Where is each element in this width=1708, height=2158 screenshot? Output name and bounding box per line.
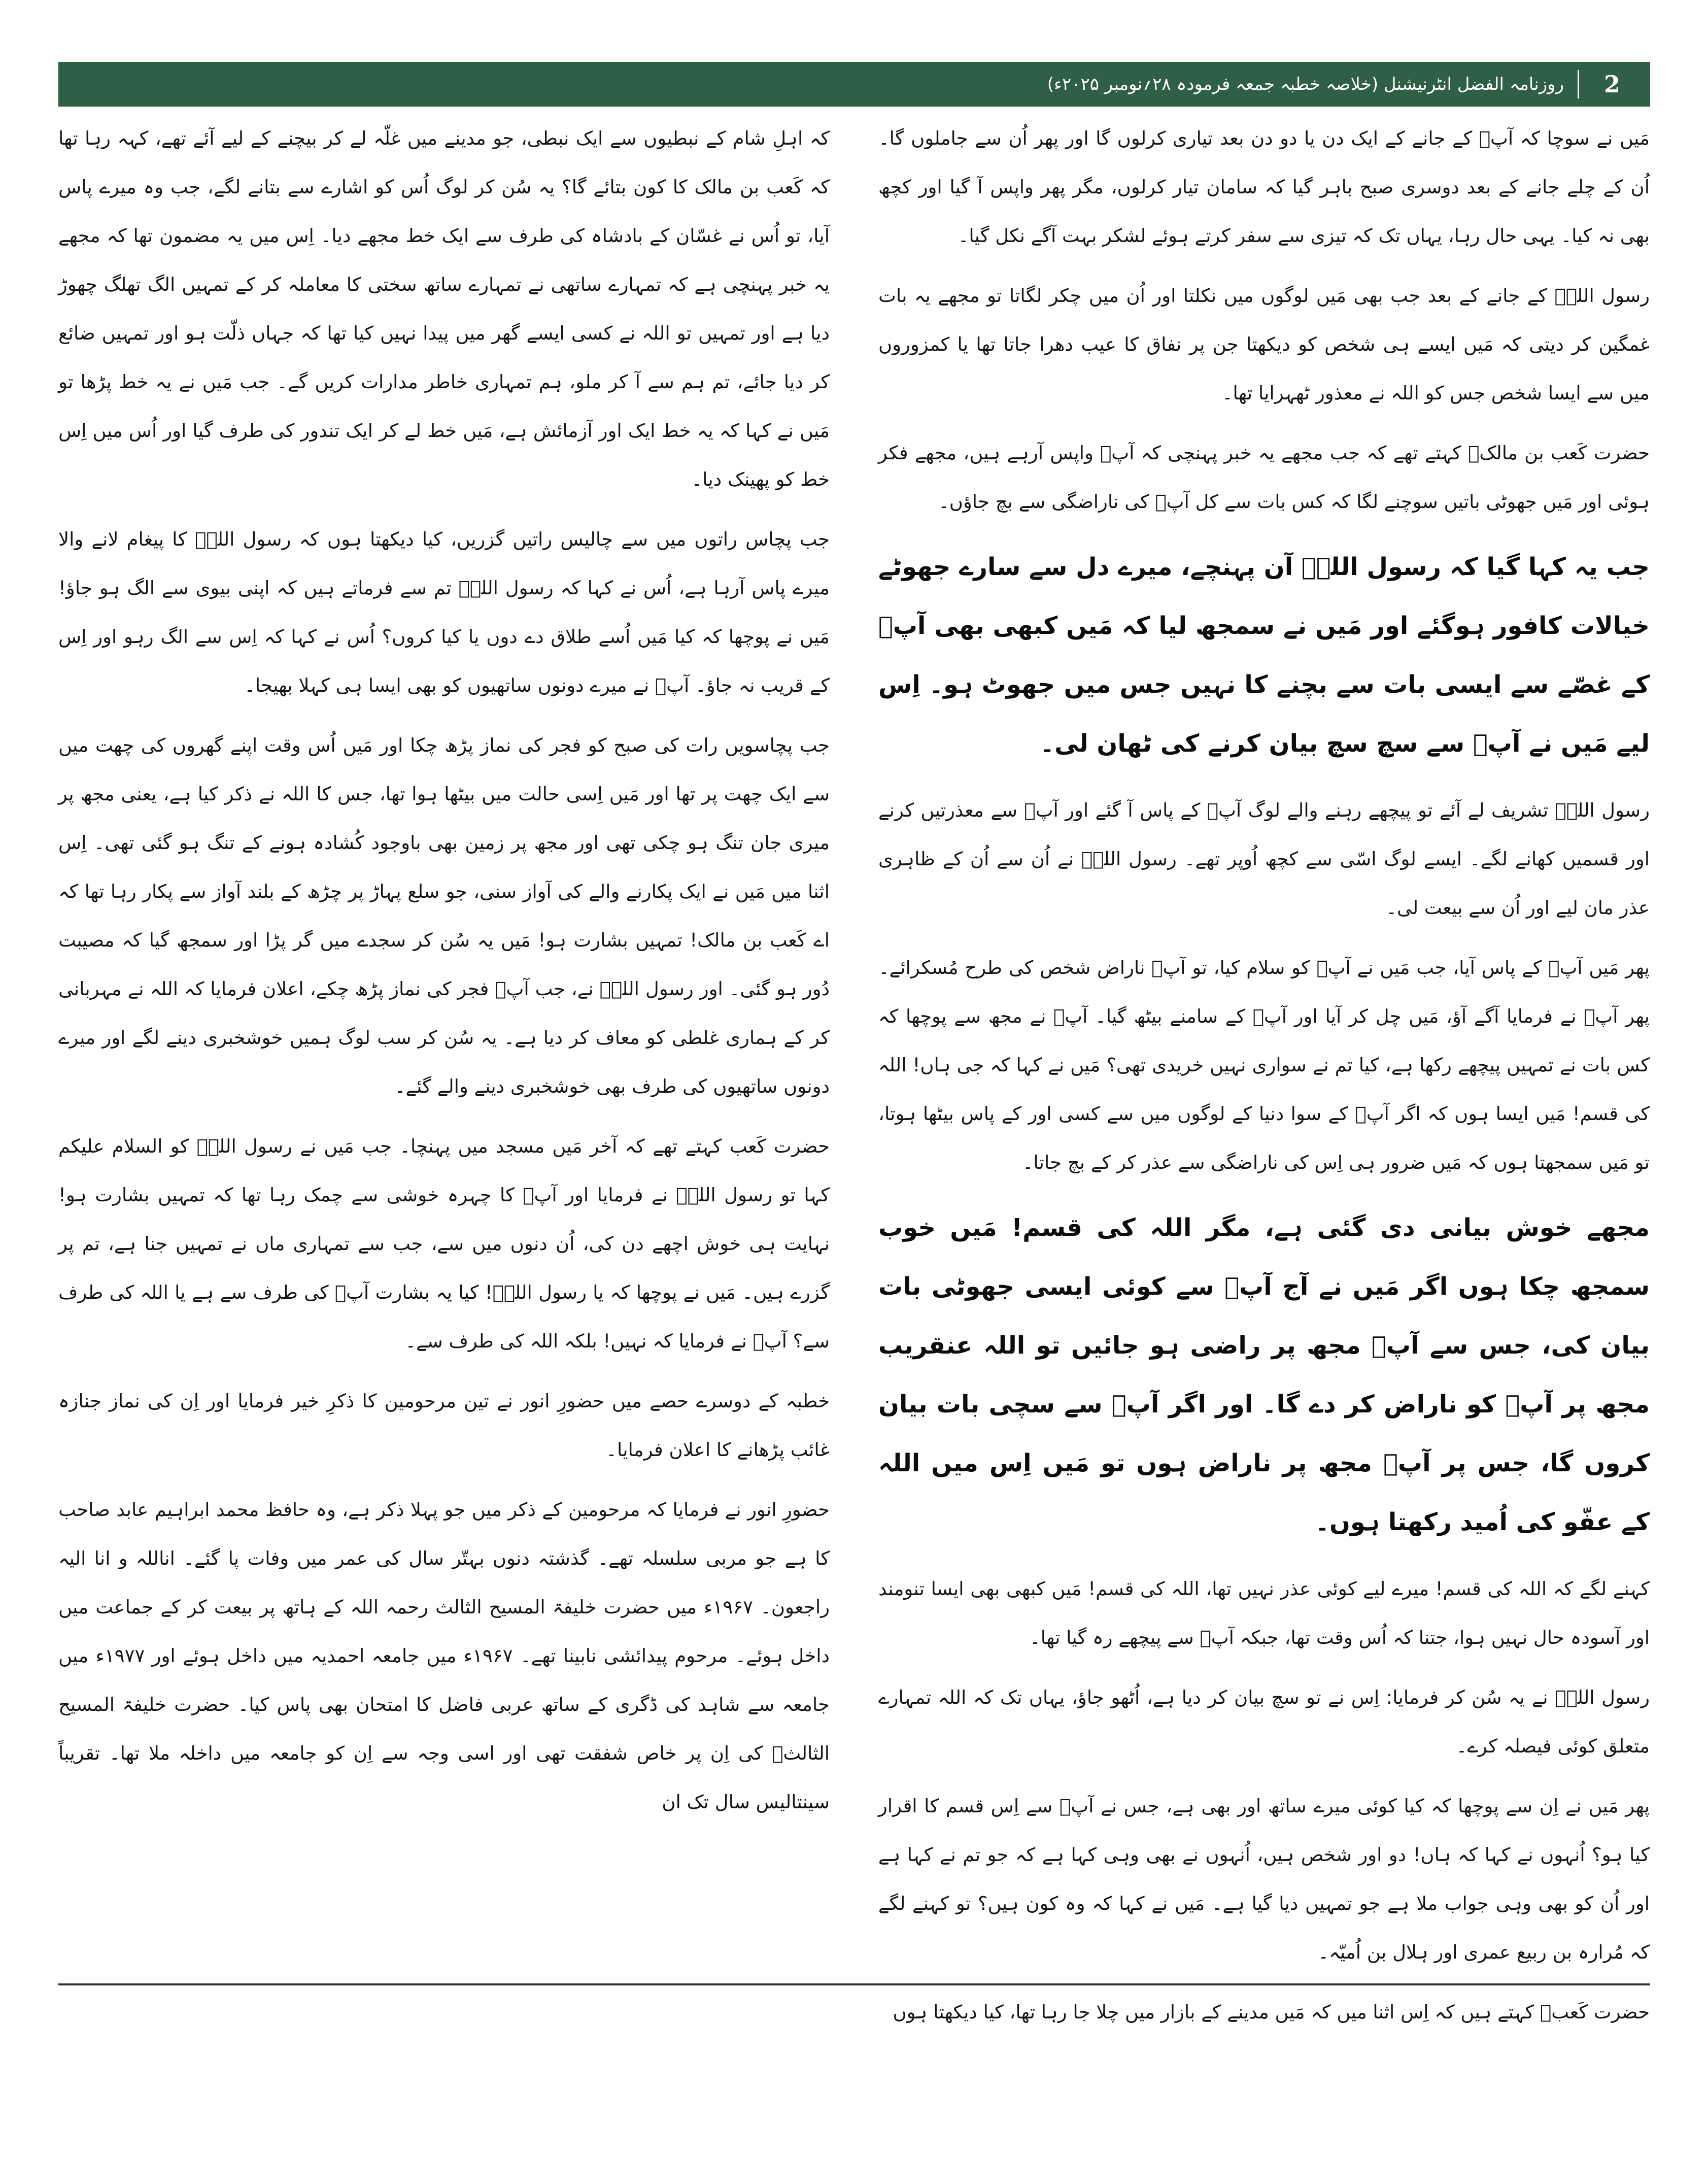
footer-divider [58,1983,1650,1985]
article-paragraph: جب پچاسویں رات کی صبح کو فجر کی نماز پڑھ چکا اور مَیں اُس وقت اپنے گھروں کی چھت میں سے ایک چھت پر تھا اور مَیں اِسی حالت میں بیٹھا ہوا تھا، جس کا اللہ نے ذکر کیا ہے، یعنی مجھ پر میری جان تنگ ہو چکی تھی اور مجھ پر زمین بھی باوجود کُشادہ ہونے کے تنگ ہو گئی تھی۔ اِس اثنا میں مَیں نے ایک پکارنے والے کی آواز سنی، جو سلع پہاڑ پر چڑھ کے بلند آواز سے پکار رہا تھا کہ اے کَعب بن مالک! تمہیں بشارت ہو! مَیں یہ سُن کر سجدے میں گر پڑا اور سمجھ گیا کہ مصیبت دُور ہو گئی۔ اور رسول اللہؐ نے، جب آپؐ فجر کی نماز پڑھ چکے، اعلان فرمایا کہ اللہ نے مہربانی کر کے ہماری غلطی کو معاف کر دیا ہے۔ یہ سُن کر سب لوگ ہمیں خوشخبری دینے لگے اور میرے دونوں ساتھیوں کی طرف بھی خوشخبری دینے والے گئے۔ [58,734,830,1097]
page-number: 2 [1603,71,1620,98]
article-paragraph: خطبہ کے دوسرے حصے میں حضورِ انور نے تین مرحومین کا ذکرِ خیر فرمایا اور اِن کی نماز جنازہ غائب پڑھانے کا اعلان فرمایا۔ [58,1390,830,1461]
article-paragraph: کہنے لگے کہ اللہ کی قسم! میرے لیے کوئی عذر نہیں تھا، اللہ کی قسم! مَیں کبھی بھی ایسا تنومند اور آسودہ حال نہیں ہوا، جتنا کہ اُس وقت تھا، جبکہ آپؐ سے پیچھے رہ گیا تھا۔ [878,1578,1650,1648]
article-paragraph: حضرت کَعب کہتے تھے کہ آخر مَیں مسجد میں پہنچا۔ جب مَیں نے رسول اللہؐ کو السلام علیکم کہا تو رسول اللہؐ نے فرمایا اور آپؐ کا چہرہ خوشی سے چمک رہا تھا کہ تمہیں بشارت ہو! نہایت ہی خوش اچھے دن کی، اُن دنوں میں سے، جب سے تمہاری ماں نے تمہیں جنا ہے، تم پر گزرے ہیں۔ مَیں نے پوچھا کہ یا رسول اللہؐ! کیا یہ بشارت آپؐ کی طرف سے ہے یا اللہ کی طرف سے؟ آپؐ نے فرمایا کہ نہیں! بلکہ اللہ کی طرف سے۔ [58,1135,830,1352]
article-paragraph: حضرت کَعبؓ کہتے ہیں کہ اِس اثنا میں کہ مَیں مدینے کے بازار میں چلا جا رہا تھا، کیا دیکھتا ہوں [893,2001,1650,2023]
page-header [58,62,1650,107]
article-paragraph: رسول اللہؐ کے جانے کے بعد جب بھی مَیں لوگوں میں نکلتا اور اُن میں چکر لگاتا تو مجھے یہ بات غمگین کر دیتی کہ مَیں ایسے ہی شخص کو دیکھتا جن پر نفاق کا عیب دھرا جاتا تھا یا کمزوروں میں سے ایسا شخص جس کو اللہ نے معذور ٹھہرایا تھا۔ [878,285,1650,404]
highlighted-quote: جب یہ کہا گیا کہ رسول اللہؐ آن پہنچے، میرے دل سے سارے جھوٹے خیالات کافور ہوگئے اور مَیں نے سمجھ لیا کہ مَیں کبھی بھی آپؐ کے غصّے سے ایسی بات سے بچنے کا نہیں جس میں جھوٹ ہو۔ اِس لیے مَیں نے آپؐ سے سچ سچ بیان کرنے کی ٹھان لی۔ [878,553,1650,758]
article-paragraph: پھر مَیں نے اِن سے پوچھا کہ کیا کوئی میرے ساتھ اور بھی ہے، جس نے آپؐ سے اِس قسم کا اقرار کیا ہو؟ اُنہوں نے کہا کہ ہاں! دو اور شخص ہیں، اُنہوں نے بھی وہی کہا ہے کہ جو تم نے کہا ہے اور اُن کو بھی وہی جواب ملا ہے جو تمہیں دیا گیا ہے۔ مَیں نے کہا کہ وہ کون ہیں؟ تو کہنے لگے کہ مُرارہ بن ربیع عمری اور ہلال بن اُمیّہ۔ [878,1795,1650,1963]
article-paragraph: حضرت کَعب بن مالکؓ کہتے تھے کہ جب مجھے یہ خبر پہنچی کہ آپؐ واپس آرہے ہیں، مجھے فکر ہوئی اور مَیں جھوٹی باتیں سوچنے لگا کہ کس بات سے کل آپؐ کی ناراضگی سے بچ جاؤں۔ [878,442,1650,513]
article-paragraph: جب پچاس راتوں میں سے چالیس راتیں گزریں، کیا دیکھتا ہوں کہ رسول اللہؐ کا پیغام لانے والا میرے پاس آرہا ہے، اُس نے کہا کہ رسول اللہؐ تم سے فرماتے ہیں کہ اپنی بیوی سے الگ ہو جاؤ! مَیں نے پوچھا کہ کیا مَیں اُسے طلاق دے دوں یا کیا کروں؟ اُس نے کہا کہ اِس سے الگ رہو اور اِس کے قریب نہ جاؤ۔ آپؐ نے میرے دونوں ساتھیوں کو بھی ایسا ہی کہلا بھیجا۔ [58,528,830,696]
highlighted-quote: مجھے خوش بیانی دی گئی ہے، مگر اللہ کی قسم! مَیں خوب سمجھ چکا ہوں اگر مَیں نے آج آپؐ سے کوئی ایسی جھوٹی بات بیان کی، جس سے آپؐ مجھ پر راضی ہو جائیں تو اللہ عنقریب مجھ پر آپؐ کو ناراض کر دے گا۔ اور اگر آپؐ سے سچی بات بیان کروں گا، جس پر آپؐ مجھ پر ناراض ہوں تو مَیں اِس میں اللہ کے عفّو کی اُمید رکھتا ہوں۔ [878,1213,1650,1536]
article-paragraph: پھر مَیں آپؐ کے پاس آیا، جب مَیں نے آپؐ کو سلام کیا، تو آپؐ ناراض شخص کی طرح مُسکرائے۔ پھر آپؐ نے فرمایا آگے آؤ، مَیں چل کر آیا اور آپؐ کے سامنے بیٹھ گیا۔ آپؐ نے مجھ سے پوچھا کہ کس بات نے تمہیں پیچھے رکھا ہے، کیا تم نے سواری نہیں خریدی تھی؟ مَیں نے کہا کہ جی ہاں! اللہ کی قسم! مَیں ایسا ہوں کہ اگر آپؐ کے سوا دنیا کے لوگوں میں سے کسی اور کے پاس بیٹھا ہوتا، تو مَیں سمجھتا ہوں کہ مَیں ضرور ہی اِس کی ناراضگی سے عذر کر کے بچ جاتا۔ [878,957,1650,1173]
article-paragraph: حضورِ انور نے فرمایا کہ مرحومین کے ذکر میں جو پہلا ذکر ہے، وہ حافظ محمد ابراہیم عابد صاحب کا ہے جو مربی سلسلہ تھے۔ گذشتہ دنوں بہتّر سال کی عمر میں وفات پا گئے۔ اناللہ و انا الیہ راجعون۔ ۱۹۶۷ء میں حضرت خلیفۃ المسیح الثالث رحمہ اللہ کے ہاتھ پر بیعت کر کے جماعت میں داخل ہوئے۔ مرحوم پیدائشی نابینا تھے۔ ۱۹۶۷ء میں جامعہ احمدیہ میں داخل ہوئے اور ۱۹۷۷ء میں جامعہ سے شاہد کی ڈگری کے ساتھ عربی فاضل کا امتحان بھی پاس کیا۔ حضرت خلیفۃ المسیح الثالثؒ کی اِن پر خاص شفقت تھی اور اسی وجہ سے اِن کو جامعہ میں داخلہ ملا تھا۔ تقریباً سینتالیس سال تک ان [58,1499,830,1813]
newspaper-title: روزنامہ الفضل انٹرنیشنل (خلاصہ خطبہ جمعہ فرمودہ ۲۸؍نومبر ۲۰۲۵ء) [1047,74,1564,94]
article-paragraph: رسول اللہؐ نے یہ سُن کر فرمایا: اِس نے تو سچ بیان کر دیا ہے، اُٹھو جاؤ، یہاں تک کہ اللہ تمہارے متعلق کوئی فیصلہ کرے۔ [878,1687,1650,1757]
header-divider [1578,70,1579,98]
left-column [58,114,830,1969]
article-paragraph: مَیں نے سوچا کہ آپؐ کے جانے کے ایک دن یا دو دن بعد تیاری کرلوں گا اور پھر اُن سے جاملوں گا۔ اُن کے چلے جانے کے بعد دوسری صبح باہر گیا کہ سامان تیار کرلوں، مگر پھر واپس آ گیا اور کچھ بھی نہ کیا۔ یہی حال رہا، یہاں تک کہ تیزی سے سفر کرتے ہوئے لشکر بہت آگے نکل گیا۔ [878,127,1650,247]
right-column [878,114,1650,2023]
article-paragraph: کہ اہلِ شام کے نبطیوں سے ایک نبطی، جو مدینے میں غلّہ لے کر بیچنے کے لیے آئے تھے، کہہ رہا تھا کہ کَعب بن مالک کا کون بتائے گا؟ یہ سُن کر لوگ اُس کو اشارے سے بتانے لگے، جب وہ میرے پاس آیا، تو اُس نے غسّان کے بادشاہ کی طرف سے ایک خط مجھے دیا۔ اِس میں یہ مضمون تھا کہ مجھے یہ خبر پہنچی ہے کہ تمہارے ساتھی نے تمہارے ساتھ سختی کا معاملہ کر کے تمہیں الگ تھلگ چھوڑ دیا ہے اور تمہیں تو اللہ نے کسی ایسے گھر میں پیدا نہیں کیا تھا کہ جہاں ذلّت ہو اور تمہیں ضائع کر دیا جائے، تم ہم سے آ کر ملو، ہم تمہاری خاطر مدارات کریں گے۔ جب مَیں نے یہ خط پڑھا تو مَیں نے کہا کہ یہ خط ایک اور آزمائش ہے، مَیں خط لے کر ایک تندور کی طرف گیا اور اُس میں اِس خط کو پھینک دیا۔ [58,127,830,490]
article-paragraph: رسول اللہؐ تشریف لے آئے تو پیچھے رہنے والے لوگ آپؐ کے پاس آ گئے اور آپؐ سے معذرتیں کرنے اور قسمیں کھانے لگے۔ ایسے لوگ اسّی سے کچھ اُوپر تھے۔ رسول اللہؐ نے اُن سے اُن کے ظاہری عذر مان لیے اور اُن سے بیعت لی۔ [878,799,1650,919]
